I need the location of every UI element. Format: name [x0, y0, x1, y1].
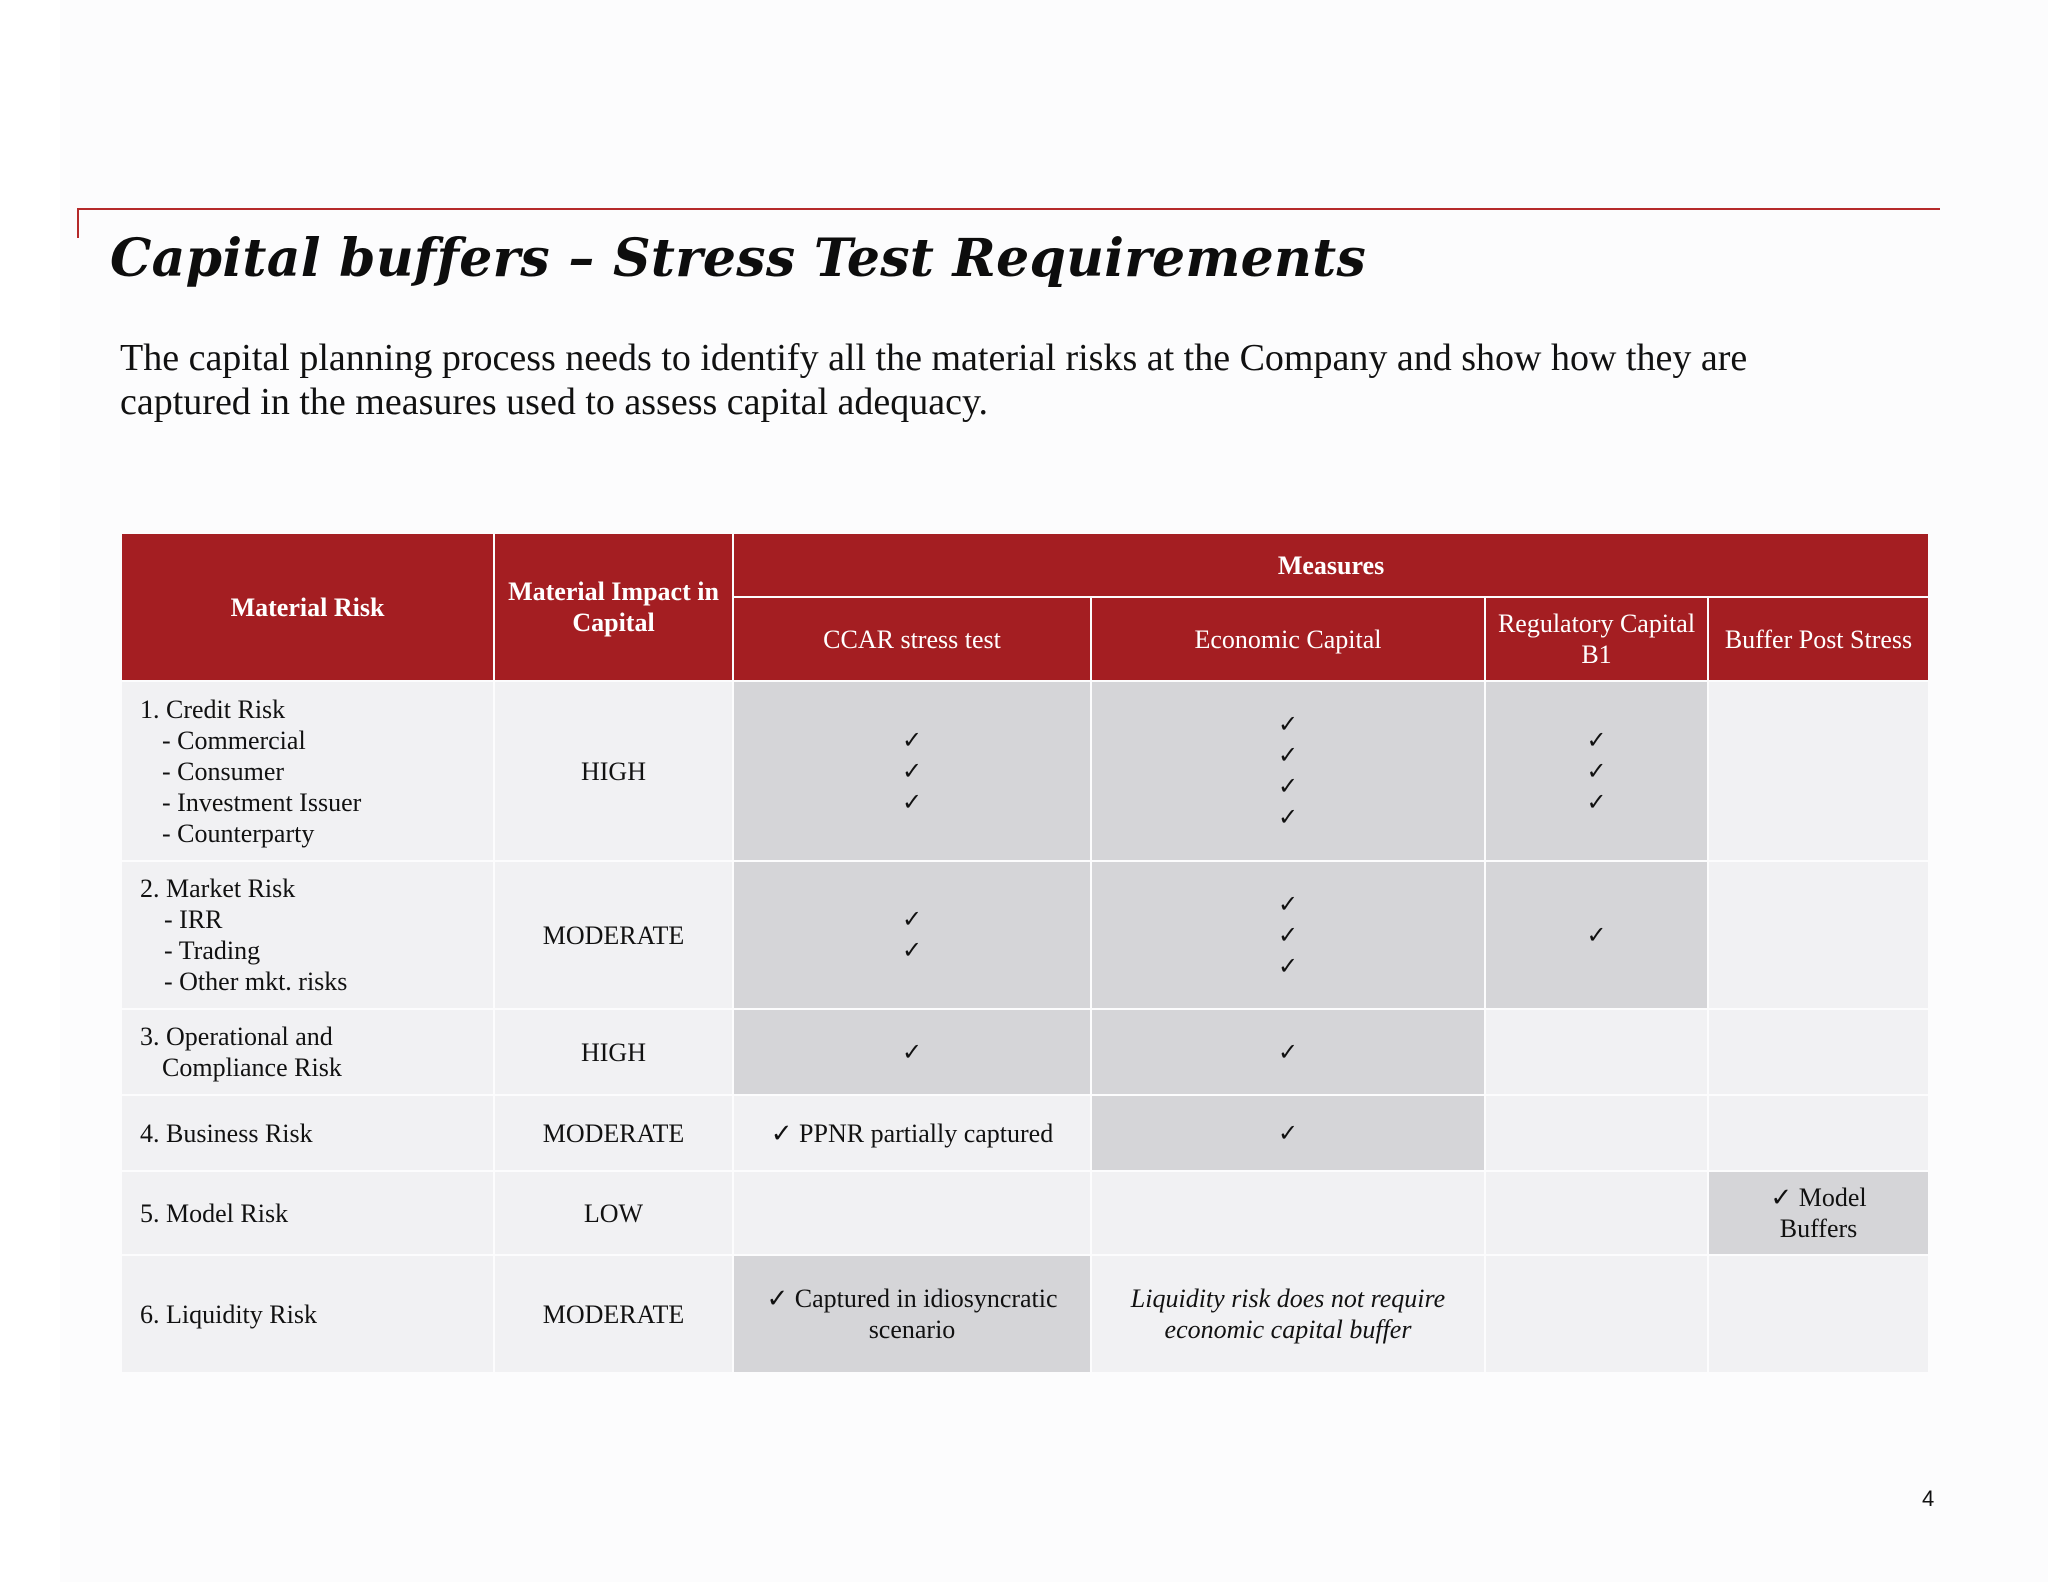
header-ccar: CCAR stress test: [734, 598, 1090, 680]
table-row: [122, 1172, 1928, 1254]
risk-cell: [122, 862, 493, 1008]
risk-subitem: - IRR: [164, 905, 223, 934]
buffer-text-line: ✓ Model: [1770, 1183, 1867, 1212]
risk-subitem: - Investment Issuer: [162, 787, 362, 817]
top-rule: [77, 208, 1940, 210]
table-row: [122, 1010, 1928, 1094]
header-material-impact: Material Impact in Capital: [495, 534, 732, 680]
risk-cell: [122, 682, 493, 860]
page-number: 4: [1922, 1486, 1935, 1511]
table-row: [122, 682, 1928, 860]
buffer-cell: [1709, 1010, 1928, 1094]
impact-cell: MODERATE: [495, 862, 732, 1008]
check-icon: ✓: [901, 787, 923, 816]
header-economic-capital: Economic Capital: [1092, 598, 1484, 680]
regulatory-capital-cell: [1486, 682, 1707, 860]
impact-cell: MODERATE: [495, 1096, 732, 1170]
economic-capital-cell: [1092, 1172, 1484, 1254]
risk-cell: [122, 1010, 493, 1094]
header-buffer-post-stress: Buffer Post Stress: [1709, 598, 1928, 680]
table-row: [122, 1256, 1928, 1372]
risk-subitem: Compliance Risk: [162, 1053, 342, 1082]
check-icon: ✓: [901, 905, 923, 933]
check-icon: ✓: [1277, 951, 1299, 980]
buffer-cell: [1709, 1256, 1928, 1372]
economic-capital-cell: [1092, 1256, 1484, 1372]
risk-subitem: - Counterparty: [162, 818, 315, 848]
check-icon: ✓: [901, 936, 923, 964]
check-icon: ✓: [1277, 1037, 1299, 1066]
risk-subitem: - Other mkt. risks: [164, 967, 348, 996]
regulatory-capital-cell: [1486, 1256, 1707, 1372]
check-icon: ✓: [1277, 920, 1299, 949]
ccar-cell: [734, 1010, 1090, 1094]
ccar-text-line: scenario: [868, 1315, 956, 1344]
check-icon: ✓: [1277, 889, 1299, 918]
risk-cell: 6. Liquidity Risk: [122, 1256, 493, 1372]
check-icon: ✓: [1586, 725, 1607, 754]
header-measures: Measures: [734, 534, 1928, 596]
economic-capital-cell: [1092, 1010, 1484, 1094]
check-icon: ✓: [901, 756, 923, 785]
intro-paragraph: The capital planning process needs to identify all the material risks at the Company and show how they are captured in the measures used to assess capital adequacy.: [120, 337, 1748, 423]
impact-cell: MODERATE: [495, 1256, 732, 1372]
economic-capital-cell: [1092, 682, 1484, 860]
regulatory-capital-cell: [1486, 1172, 1707, 1254]
ccar-cell: [734, 862, 1090, 1008]
regulatory-capital-cell: [1486, 1010, 1707, 1094]
check-icon: ✓: [1277, 803, 1299, 831]
ccar-cell: [734, 682, 1090, 860]
risk-cell: 4. Business Risk: [122, 1096, 493, 1170]
impact-cell: HIGH: [495, 682, 732, 860]
check-icon: ✓: [901, 725, 923, 754]
risk-title: 3. Operational and: [140, 1022, 333, 1051]
buffer-cell: [1709, 1172, 1928, 1254]
buffer-cell: [1709, 682, 1928, 860]
check-icon: ✓: [1277, 710, 1299, 738]
risk-subitem: - Commercial: [162, 725, 306, 755]
regulatory-capital-cell: [1486, 1096, 1707, 1170]
check-icon: ✓: [901, 1037, 923, 1066]
ccar-cell: ✓ PPNR partially captured: [734, 1096, 1090, 1170]
check-icon: ✓: [1277, 741, 1299, 769]
buffer-cell: [1709, 862, 1928, 1008]
impact-cell: HIGH: [495, 1010, 732, 1094]
economic-capital-cell: [1092, 862, 1484, 1008]
economic-note-line: Liquidity risk does not require: [1130, 1284, 1446, 1313]
page-title: Capital buffers – Stress Test Requirements: [110, 228, 1367, 289]
corner-tick: [77, 208, 79, 238]
ccar-cell: [734, 1256, 1090, 1372]
table-row: [122, 1096, 1928, 1170]
impact-cell: LOW: [495, 1172, 732, 1254]
ccar-cell: [734, 1172, 1090, 1254]
risk-measures-table: [120, 532, 1930, 1374]
table-row: [122, 862, 1928, 1008]
header-material-risk: Material Risk: [122, 534, 493, 680]
risk-subitem: - Consumer: [162, 756, 285, 786]
check-icon: ✓: [1586, 787, 1607, 816]
ccar-text-line: ✓ Captured in idiosyncratic: [766, 1284, 1058, 1313]
risk-cell: 5. Model Risk: [122, 1172, 493, 1254]
buffer-text-line: Buffers: [1779, 1214, 1858, 1243]
buffer-cell: [1709, 1096, 1928, 1170]
economic-capital-cell: [1092, 1096, 1484, 1170]
economic-note-line: economic capital buffer: [1164, 1315, 1412, 1344]
risk-title: 1. Credit Risk: [140, 694, 286, 724]
risk-title: 2. Market Risk: [140, 874, 296, 903]
header-regulatory-capital: Regulatory Capital B1: [1486, 598, 1707, 680]
regulatory-capital-cell: [1486, 862, 1707, 1008]
check-icon: ✓: [1586, 756, 1607, 785]
check-icon: ✓: [1586, 920, 1607, 949]
check-icon: ✓: [1277, 1118, 1299, 1147]
check-icon: ✓: [1277, 772, 1299, 800]
risk-subitem: - Trading: [164, 936, 261, 965]
